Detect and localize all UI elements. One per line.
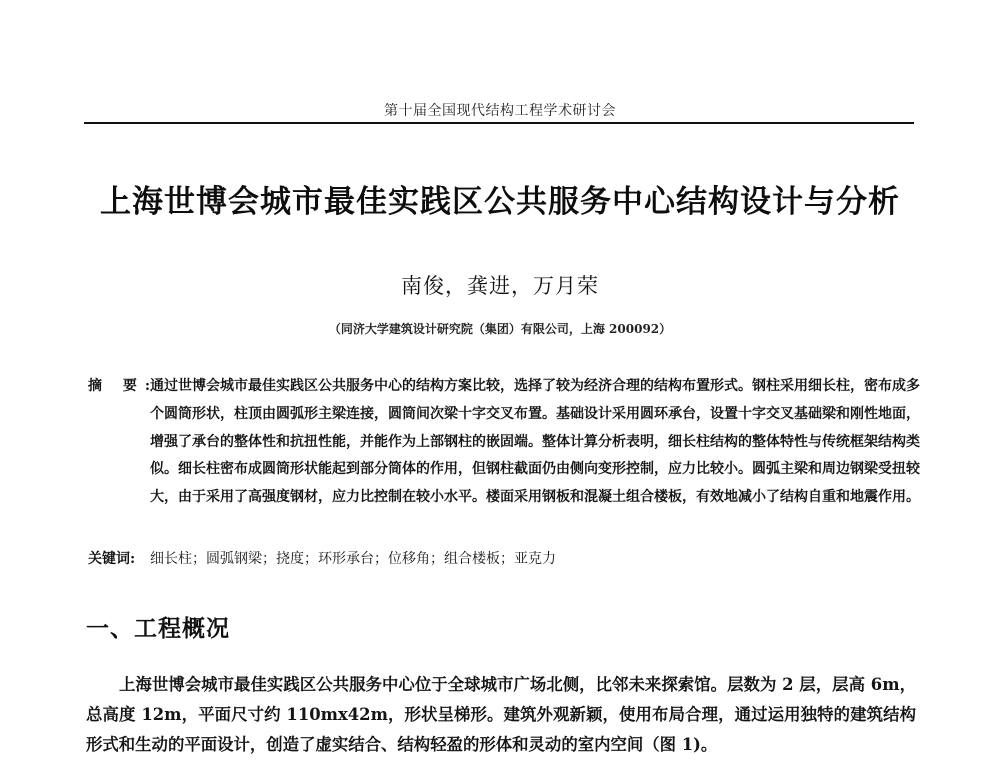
header-rule xyxy=(84,122,914,124)
affiliation: （同济大学建筑设计研究院（集团）有限公司，上海 200092） xyxy=(328,322,672,336)
abstract-label: 摘 要: xyxy=(88,378,159,394)
section-heading: 一、工程概况 xyxy=(86,616,230,642)
abstract-text: 通过世博会城市最佳实践区公共服务中心的结构方案比较，选择了较为经济合理的结构布置形式。钢柱采用细长柱，密布成多个圆筒形状，柱顶由圆弧形主梁连接，圆筒间次梁十字交叉布置。基础设计采用圆环承台，设置十字交叉基础梁和刚性地面，增强了承台的整体性和抗扭性能，并能作为上部钢柱的嵌固端。整体计算分析表明，细长柱结构的整体特性与传统框架结构类似。细长柱密布成圆筒形状能起到部分筒体的作用，但钢柱截面仍由侧向变形控制，应力比较小。圆弧主梁和周边钢梁受扭较大，由于采用了高强度钢材，应力比控制在较小水平。楼面采用钢板和混凝土组合楼板，有效地减小了结构自重和地震作用。 xyxy=(150,378,920,506)
paper-title: 上海世博会城市最佳实践区公共服务中心结构设计与分析 xyxy=(100,184,900,220)
keywords-label: 关键词: xyxy=(88,551,136,567)
author-list: 南俊，龚进，万月荣 xyxy=(401,274,599,298)
running-head: 第十届全国现代结构工程学术研讨会 xyxy=(384,103,616,119)
keywords-text: 细长柱；圆弧钢梁；挠度；环形承台；位移角；组合楼板；亚克力 xyxy=(150,551,556,567)
body-paragraph: 上海世博会城市最佳实践区公共服务中心位于全球城市广场北侧，比邻未来探索馆。层数为 2 层，层高 6m，总高度 12m，平面尺寸约 110mx42m，形状呈梯形。建筑外观新颖，使用布局合理，通过运用独特的建筑结构形式和生动的平面设计，创造了虚实结合、结构轻盈的形体和灵动的室内空间（图 1)。 xyxy=(86,675,916,754)
